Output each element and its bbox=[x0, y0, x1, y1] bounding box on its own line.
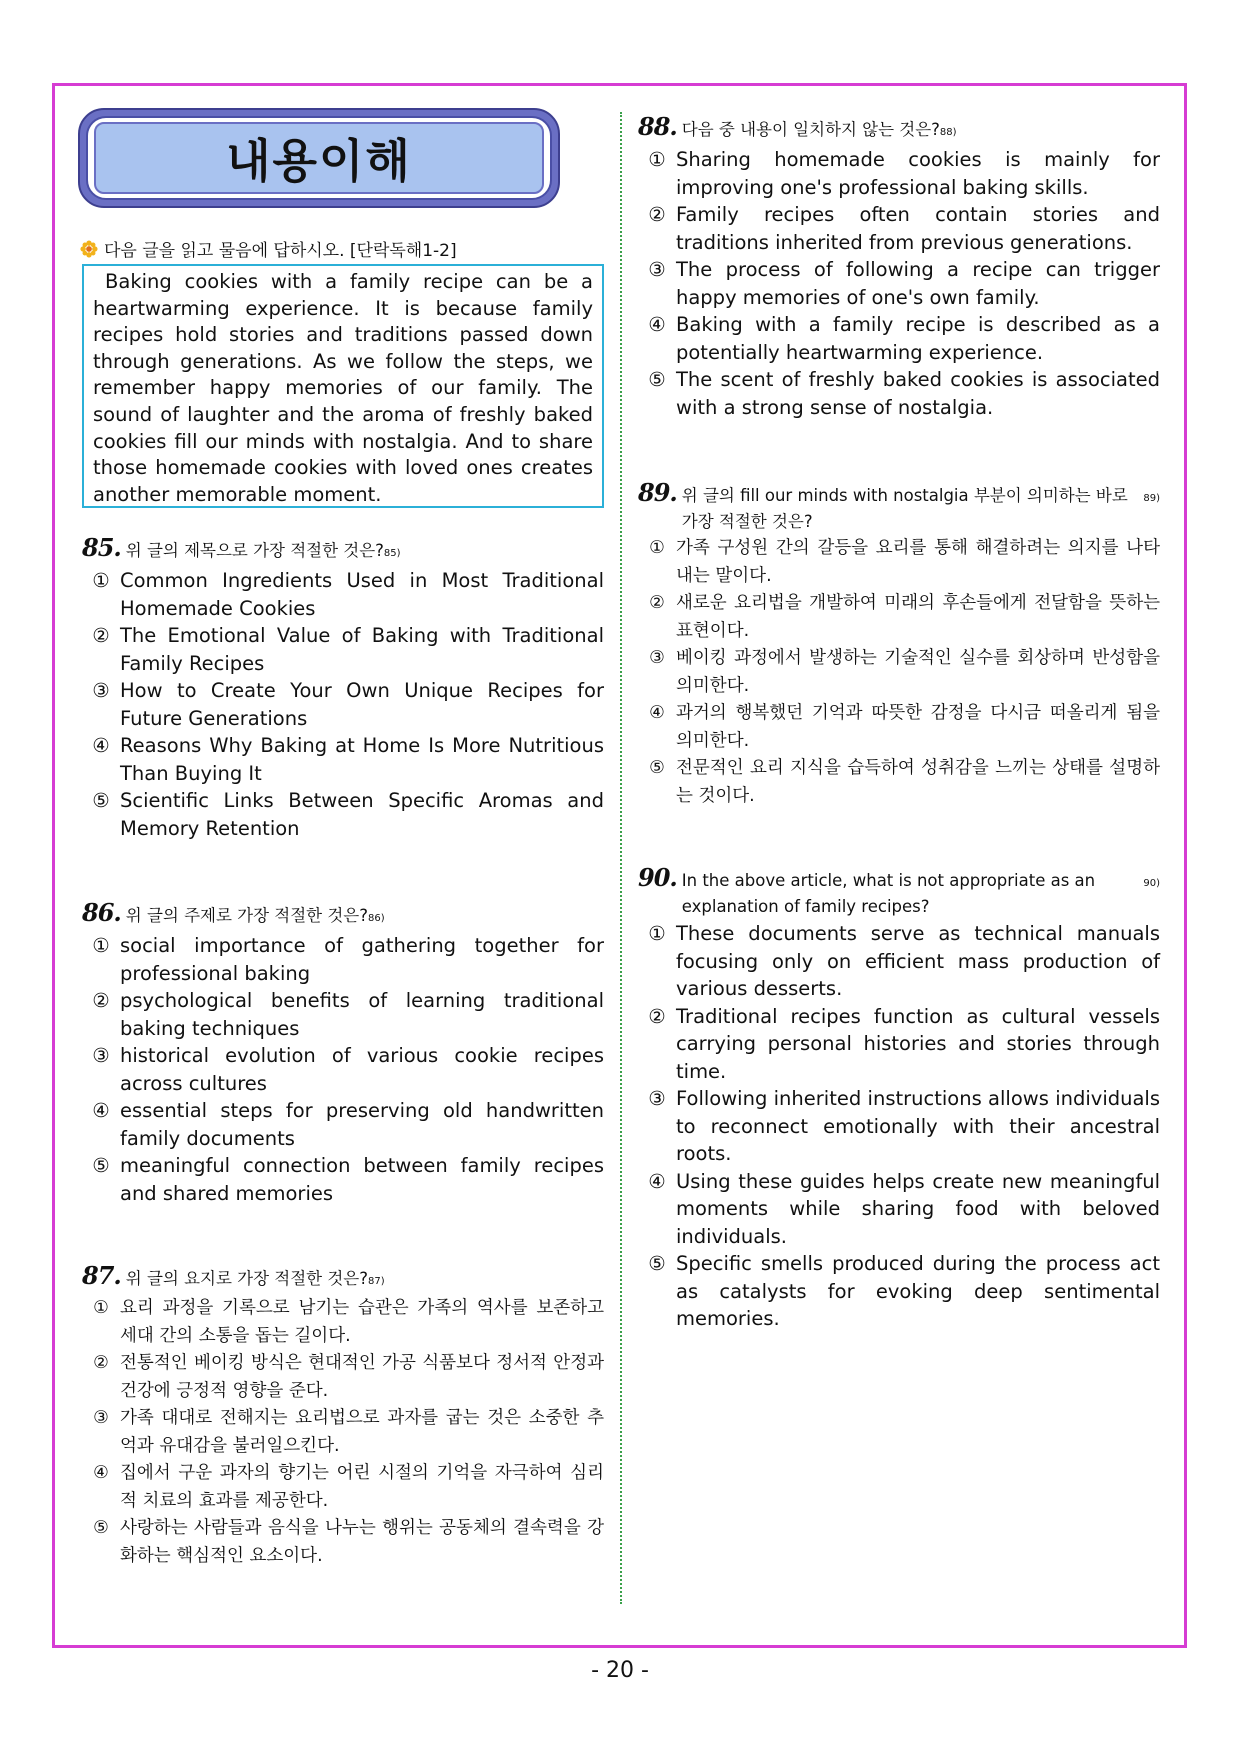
option-marker: ② bbox=[648, 203, 666, 226]
option-text: Common Ingredients Used in Most Traditional Homemade Cookies bbox=[120, 569, 604, 620]
option[interactable] bbox=[638, 146, 1160, 201]
footnote-ref: 86) bbox=[367, 913, 385, 924]
instruction-text: 다음 글을 읽고 물음에 답하시오. [단락독해1-2] bbox=[104, 241, 457, 261]
option[interactable] bbox=[82, 567, 604, 622]
option-text: 요리 과정을 기록으로 남기는 습관은 가족의 역사를 보존하고 세대 간의 소통을 돕는 길이다. bbox=[120, 1298, 604, 1346]
option[interactable] bbox=[82, 1350, 604, 1405]
option[interactable] bbox=[638, 920, 1160, 1003]
footnote-ref: 88) bbox=[939, 127, 957, 138]
option[interactable] bbox=[82, 1460, 604, 1515]
option-marker: ③ bbox=[648, 1087, 666, 1110]
question-number: 89. bbox=[638, 478, 677, 507]
option[interactable] bbox=[638, 1168, 1160, 1251]
question-text: 위 글의 제목으로 가장 적절한 것은? bbox=[125, 541, 384, 560]
option-marker: ④ bbox=[93, 1463, 109, 1483]
option-text: 새로운 요리법을 개발하여 미래의 후손들에게 전달함을 뜻하는 표현이다. bbox=[676, 593, 1160, 641]
option-text: Sharing homemade cookies is mainly for improving one's professional baking skills. bbox=[676, 148, 1160, 199]
option-text: These documents serve as technical manuals focusing only on efficient mass production of various desserts. bbox=[676, 922, 1160, 1000]
option-text: 사랑하는 사람들과 음식을 나누는 행위는 공동체의 결속력을 강화하는 핵심적인 요소이다. bbox=[120, 1518, 604, 1566]
option-marker: ① bbox=[92, 934, 110, 957]
option-marker: ② bbox=[92, 989, 110, 1012]
option-marker: ① bbox=[93, 1298, 109, 1318]
option[interactable] bbox=[638, 1085, 1160, 1168]
option-text: Using these guides helps create new meaningful moments while sharing food with beloved individuals. bbox=[676, 1169, 1160, 1248]
option[interactable] bbox=[638, 645, 1160, 700]
option-text: Following inherited instructions allows individuals to reconnect emotionally with their ancestral roots. bbox=[676, 1087, 1160, 1165]
option[interactable] bbox=[638, 1250, 1160, 1333]
option-marker: ⑤ bbox=[648, 1252, 666, 1275]
question-86 bbox=[82, 900, 604, 1207]
question-88 bbox=[638, 114, 1160, 421]
option-marker: ⑤ bbox=[92, 1154, 110, 1177]
question-text: 위 글의 요지로 가장 적절한 것은? bbox=[125, 1269, 368, 1288]
option-marker: ③ bbox=[92, 1044, 110, 1067]
footnote-ref: 85) bbox=[383, 548, 401, 559]
option[interactable] bbox=[638, 201, 1160, 256]
option-text: 집에서 구운 과자의 향기는 어린 시절의 기억을 자극하여 심리적 치료의 효과를 제공한다. bbox=[120, 1463, 604, 1511]
option-marker: ② bbox=[92, 624, 110, 647]
option-text: 과거의 행복했던 기억과 따뜻한 감정을 다시금 떠올리게 됨을 의미한다. bbox=[676, 703, 1160, 751]
option[interactable] bbox=[638, 535, 1160, 590]
option-text: Family recipes often contain stories and traditions inherited from previous generations. bbox=[676, 203, 1160, 254]
option[interactable] bbox=[82, 987, 604, 1042]
question-text: 위 글의 주제로 가장 적절한 것은? bbox=[125, 906, 368, 925]
section-banner bbox=[78, 108, 560, 208]
question-87 bbox=[82, 1263, 604, 1570]
option-marker: ⑤ bbox=[93, 1518, 109, 1538]
option-marker: ④ bbox=[648, 1169, 666, 1193]
option[interactable] bbox=[82, 732, 604, 787]
question-text: 위 글의 fill our minds with nostalgia 부분이 의미하는 바로 가장 적절한 것은? bbox=[681, 486, 1128, 531]
option[interactable] bbox=[638, 1003, 1160, 1086]
question-number: 87. bbox=[82, 1261, 121, 1290]
page-number: - 20 - bbox=[591, 1658, 649, 1683]
footnote-ref: 90) bbox=[1143, 878, 1160, 889]
option[interactable] bbox=[638, 590, 1160, 645]
option-text: The scent of freshly baked cookies is associated with a strong sense of nostalgia. bbox=[676, 368, 1160, 419]
option[interactable] bbox=[82, 932, 604, 987]
option-marker: ① bbox=[648, 922, 666, 945]
option-text: The Emotional Value of Baking with Traditional Family Recipes bbox=[120, 624, 604, 675]
option-text: historical evolution of various cookie recipes across cultures bbox=[120, 1044, 604, 1095]
option-text: essential steps for preserving old handwritten family documents bbox=[120, 1099, 604, 1150]
option-text: 베이킹 과정에서 발생하는 기술적인 실수를 회상하며 반성함을 의미한다. bbox=[676, 648, 1160, 696]
option-text: 전문적인 요리 지식을 습득하여 성취감을 느끼는 상태를 설명하는 것이다. bbox=[676, 758, 1160, 806]
option[interactable] bbox=[82, 1295, 604, 1350]
instruction bbox=[80, 236, 457, 261]
option-text: social importance of gathering together for professional baking bbox=[120, 934, 604, 985]
question-number: 88. bbox=[638, 112, 677, 141]
option[interactable] bbox=[82, 1152, 604, 1207]
option[interactable] bbox=[82, 1405, 604, 1460]
option[interactable] bbox=[82, 622, 604, 677]
option-text: Scientific Links Between Specific Aromas and Memory Retention bbox=[120, 789, 604, 840]
question-number: 85. bbox=[82, 533, 121, 562]
option[interactable] bbox=[638, 256, 1160, 311]
footnote-ref: 87) bbox=[367, 1276, 385, 1287]
option-marker: ③ bbox=[649, 648, 665, 668]
option-marker: ④ bbox=[649, 703, 665, 723]
option[interactable] bbox=[638, 366, 1160, 421]
passage-text: Baking cookies with a family recipe can be a heartwarming experience. It is because family recipes hold stories and traditions passed down through generations. As we follow the steps, we remember happy memories of our family. The sound of laughter and the aroma of freshly baked cookies fill our minds with nostalgia. And to share those homemade cookies with loved ones creates another memorable moment. bbox=[93, 270, 593, 506]
option-marker: ② bbox=[648, 1004, 666, 1028]
question-90 bbox=[638, 865, 1160, 1333]
option-marker: ③ bbox=[648, 258, 666, 281]
option-marker: ⑤ bbox=[92, 789, 110, 812]
option-marker: ④ bbox=[648, 313, 666, 336]
option[interactable] bbox=[82, 787, 604, 842]
option-text: Reasons Why Baking at Home Is More Nutritious Than Buying It bbox=[120, 734, 604, 785]
option-marker: ② bbox=[93, 1353, 109, 1373]
option-text: psychological benefits of learning traditional baking techniques bbox=[120, 989, 604, 1040]
option-text: 가족 대대로 전해지는 요리법으로 과자를 굽는 것은 소중한 추억과 유대감을 불러일으킨다. bbox=[120, 1408, 604, 1456]
option-text: meaningful connection between family recipes and shared memories bbox=[120, 1154, 604, 1205]
option-text: Baking with a family recipe is described as a potentially heartwarming experience. bbox=[676, 313, 1160, 364]
option-marker: ① bbox=[92, 569, 110, 592]
option[interactable] bbox=[82, 1097, 604, 1152]
option[interactable] bbox=[638, 311, 1160, 366]
option-text: Specific smells produced during the process act as catalysts for evoking deep sentimental memories. bbox=[676, 1252, 1160, 1330]
option[interactable] bbox=[82, 1515, 604, 1570]
reading-passage bbox=[82, 264, 604, 508]
question-number: 90. bbox=[638, 863, 677, 892]
option[interactable] bbox=[82, 677, 604, 732]
option-marker: ⑤ bbox=[649, 758, 665, 778]
option-text: 가족 구성원 간의 갈등을 요리를 통해 해결하려는 의지를 나타내는 말이다. bbox=[676, 538, 1160, 586]
option[interactable] bbox=[82, 1042, 604, 1097]
option-marker: ① bbox=[649, 538, 665, 558]
footnote-ref: 89) bbox=[1143, 493, 1160, 504]
option-text: How to Create Your Own Unique Recipes for Future Generations bbox=[120, 679, 604, 730]
question-text: 다음 중 내용이 일치하지 않는 것은? bbox=[681, 120, 940, 139]
column-divider bbox=[620, 112, 622, 1604]
option-marker: ② bbox=[649, 593, 665, 613]
option-marker: ④ bbox=[92, 1099, 110, 1122]
question-89 bbox=[638, 480, 1160, 810]
option-marker: ④ bbox=[92, 734, 110, 757]
option-text: 전통적인 베이킹 방식은 현대적인 가공 식품보다 정서적 안정과 건강에 긍정적 영향을 준다. bbox=[120, 1353, 604, 1401]
option[interactable] bbox=[638, 700, 1160, 755]
option[interactable] bbox=[638, 755, 1160, 810]
option-text: Traditional recipes function as cultural vessels carrying personal histories and stories through time. bbox=[676, 1004, 1160, 1083]
question-85 bbox=[82, 535, 604, 842]
option-text: The process of following a recipe can trigger happy memories of one's own family. bbox=[676, 258, 1160, 309]
option-marker: ③ bbox=[93, 1408, 109, 1428]
option-marker: ⑤ bbox=[648, 368, 666, 391]
option-marker: ① bbox=[648, 148, 666, 171]
question-number: 86. bbox=[82, 898, 121, 927]
question-text: In the above article, what is not appropriate as an explanation of family recipes? bbox=[681, 871, 1096, 916]
option-marker: ③ bbox=[92, 679, 110, 702]
flower-icon bbox=[80, 240, 98, 258]
section-title: 내용이해 bbox=[226, 134, 412, 188]
